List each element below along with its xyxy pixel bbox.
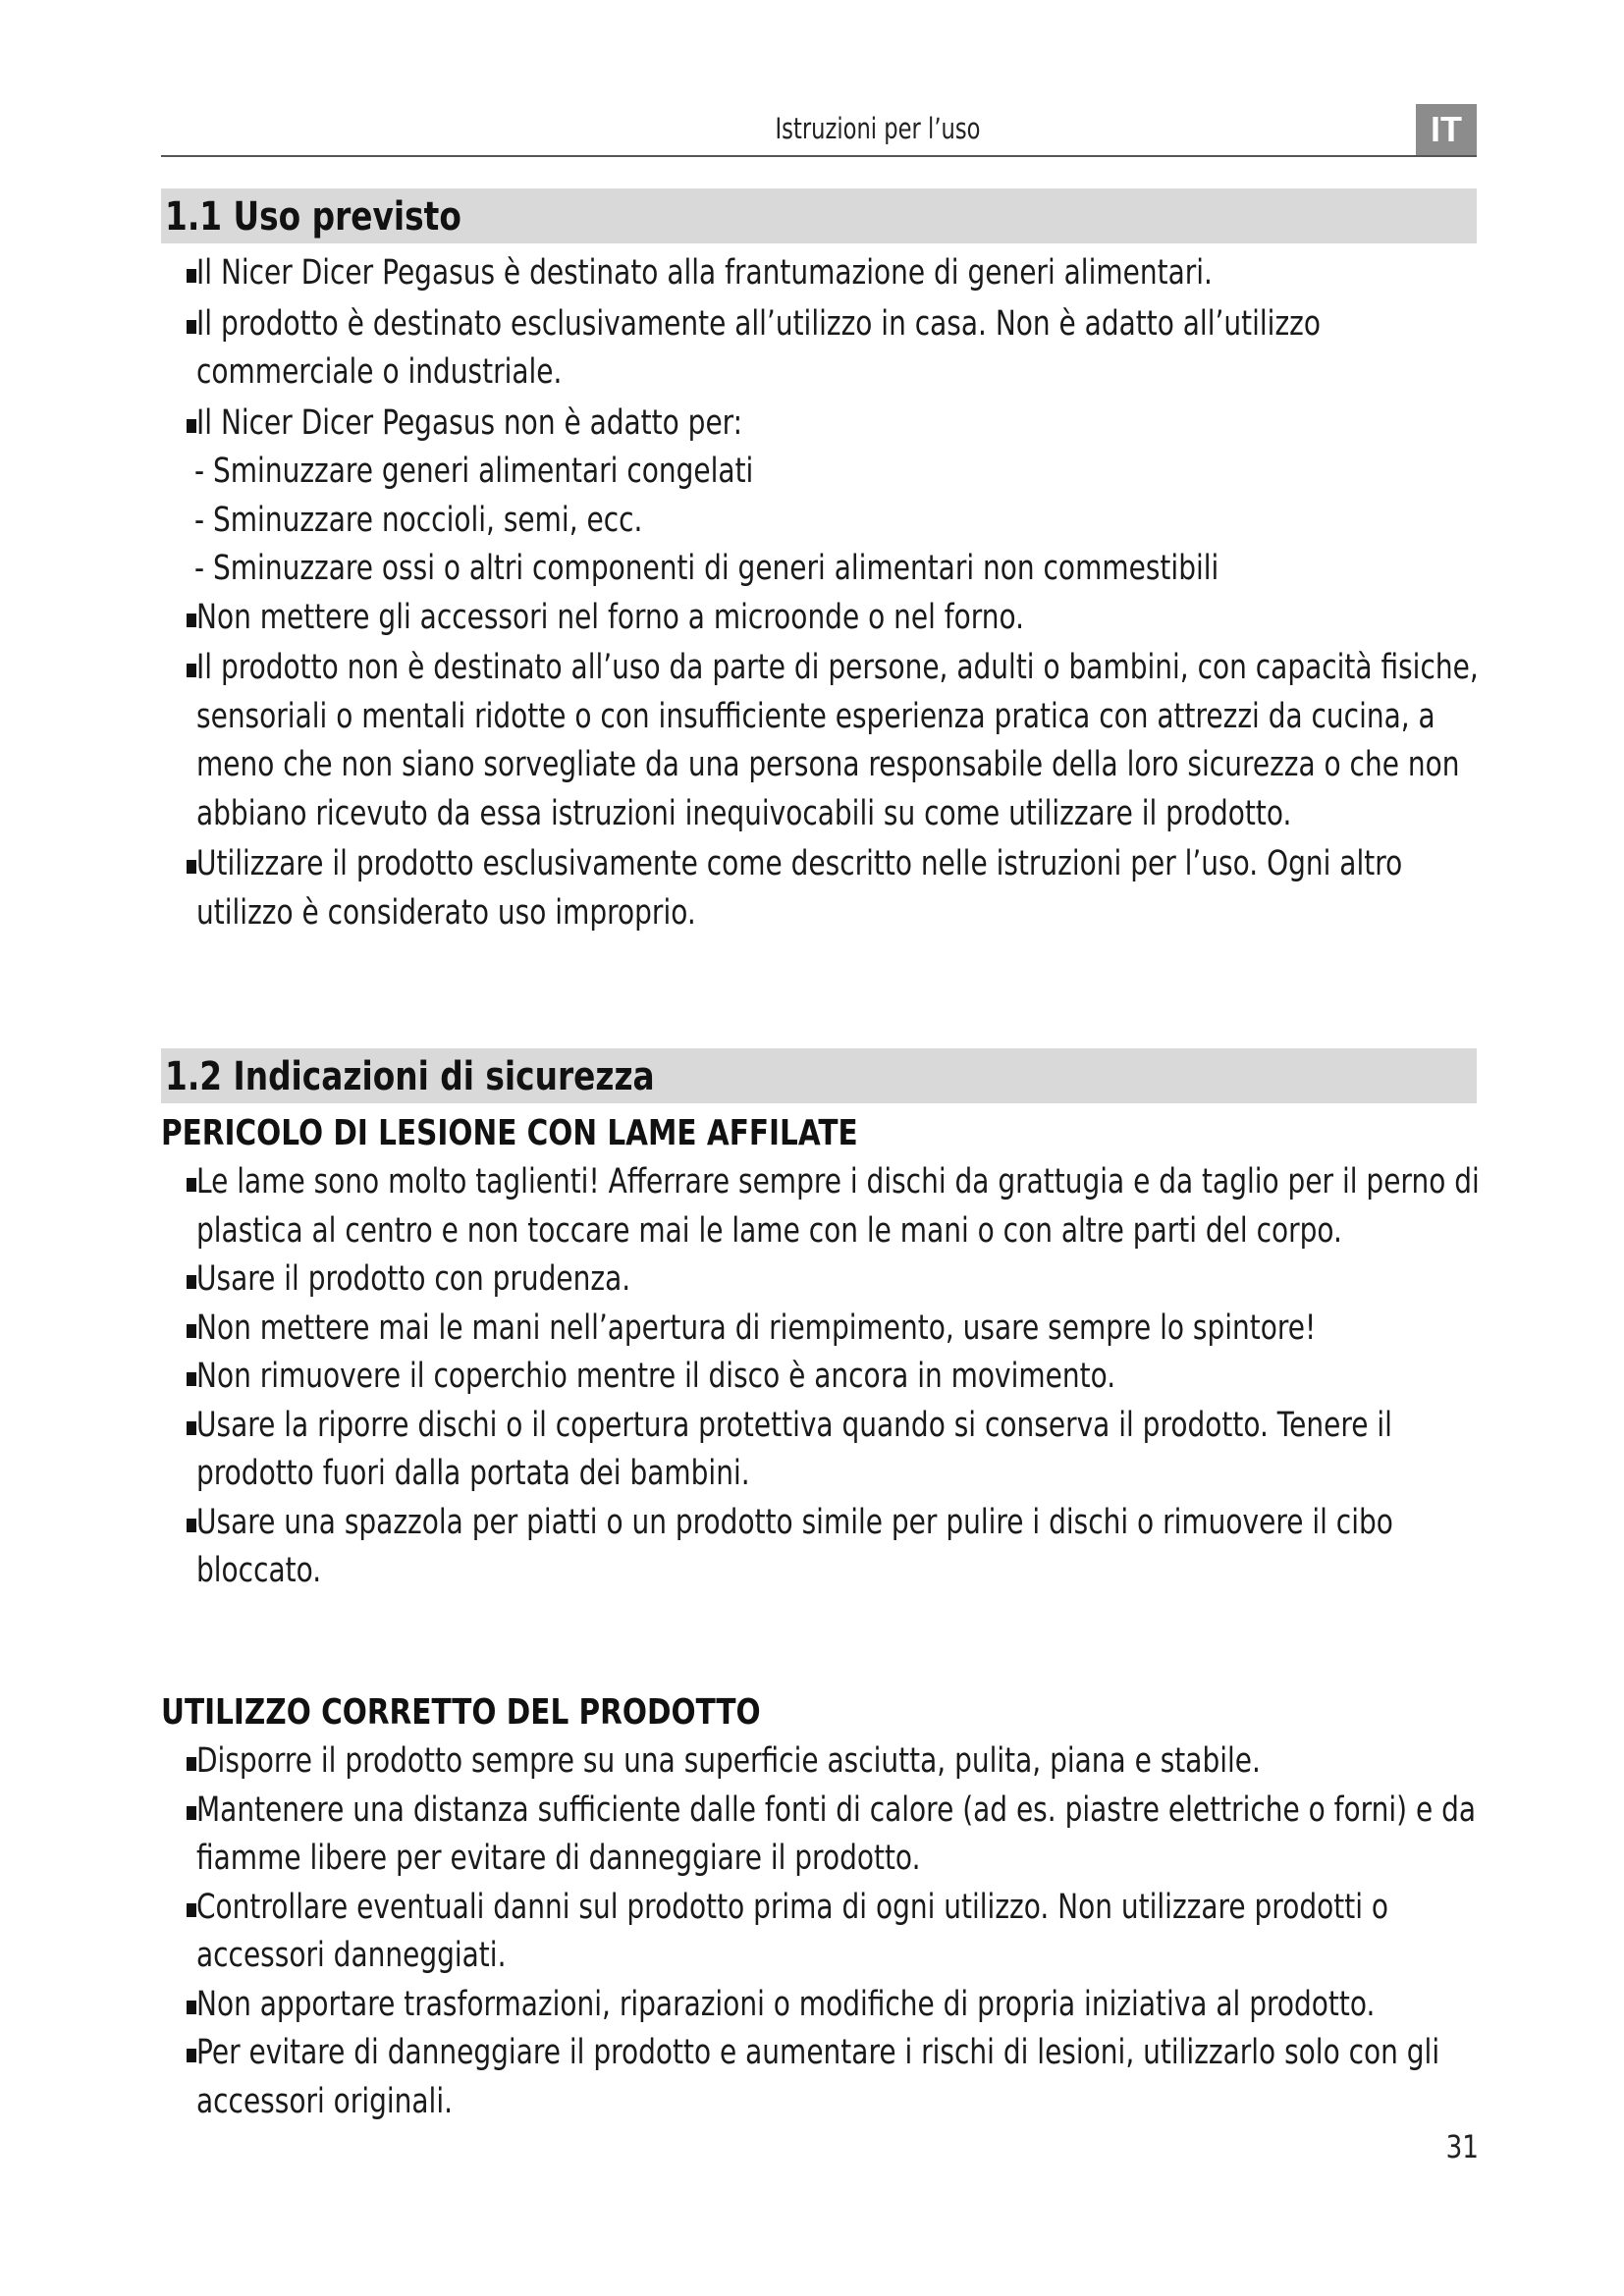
subsection-title-utilizzo: UTILIZZO CORRETTO DEL PRODOTTO: [161, 1692, 761, 1733]
list-item: Non mettere mai le mani nell’apertura di riempimento, usare sempre lo spintore!: [177, 1305, 1483, 1354]
section-title: 1.1 Uso previsto: [165, 194, 461, 240]
bullet-icon: [187, 1178, 196, 1192]
language-badge: IT: [1416, 104, 1477, 155]
list-item: Non apportare trasformazioni, riparazioni o modifiche di propria iniziativa al prodotto.: [177, 1981, 1483, 2030]
list-item: Utilizzare il prodotto esclusivamente come descritto nelle istruzioni per l’uso. Ogni altro utilizzo è considerato uso improprio.: [177, 840, 1483, 937]
list-subitem: - Sminuzzare generi alimentari congelati: [194, 452, 754, 491]
list-subitem: - Sminuzzare ossi o altri componenti di generi alimentari non commestibili: [194, 549, 1219, 588]
list-item: Non mettere gli accessori nel forno a microonde o nel forno.: [177, 594, 1483, 643]
section-heading-sicurezza: [161, 1048, 1477, 1103]
list-item: Il Nicer Dicer Pegasus è destinato alla frantumazione di generi alimentari.: [177, 249, 1483, 298]
list-item: Usare la riporre dischi o il copertura protettiva quando si conserva il prodotto. Tenere il prodotto fuori dalla portata dei bambini.: [177, 1402, 1483, 1499]
list-item: Usare una spazzola per piatti o un prodotto simile per pulire i dischi o rimuovere il cibo bloccato.: [177, 1499, 1483, 1596]
list-item: Usare il prodotto con prudenza.: [177, 1255, 1483, 1305]
bullet-icon: [187, 1372, 196, 1386]
list-subitem: - Sminuzzare noccioli, semi, ecc.: [194, 500, 643, 540]
page-header: [161, 106, 1477, 157]
list-item: Per evitare di danneggiare il prodotto e aumentare i rischi di lesioni, utilizzarlo solo con gli accessori originali.: [177, 2029, 1483, 2126]
bullet-icon: [187, 1519, 196, 1532]
list-item: Il prodotto è destinato esclusivamente all’utilizzo in casa. Non è adatto all’utilizzo commerciale o industriale.: [177, 300, 1483, 398]
bullet-icon: [187, 2049, 196, 2062]
bullet-icon: [187, 320, 196, 334]
intended-use-list: [177, 249, 1483, 937]
bullet-icon: [187, 1421, 196, 1435]
bullet-icon: [187, 269, 196, 283]
header-title: Istruzioni per l’uso: [775, 112, 981, 145]
subsection-title-lame: PERICOLO DI LESIONE CON LAME AFFILATE: [161, 1113, 858, 1153]
page-number: 31: [1445, 2128, 1479, 2165]
bullet-icon: [187, 664, 196, 677]
bullet-icon: [187, 1757, 196, 1771]
bullet-icon: [187, 1275, 196, 1289]
bullet-icon: [187, 860, 196, 874]
bullet-icon: [187, 1903, 196, 1917]
section-title: 1.2 Indicazioni di sicurezza: [165, 1054, 655, 1099]
bullet-icon: [187, 419, 196, 433]
list-item: Il prodotto non è destinato all’uso da parte di persone, adulti o bambini, con capacità fisiche, sensoriali o mentali ridotte o con insufficiente esperienza pratica con attrezzi da cucina, a meno che non siano sorvegliate da una persona responsabile della loro sicurezza o che non abbiano ricevuto da essa istruzioni inequivocabili su come utilizzare il prodotto.: [177, 644, 1483, 838]
correct-use-list: [177, 1737, 1483, 2126]
list-item: Mantenere una distanza sufficiente dalle fonti di calore (ad es. piastre elettriche o forni) e da fiamme libere per evitare di danneggiare il prodotto.: [177, 1787, 1483, 1884]
list-item: Il Nicer Dicer Pegasus non è adatto per:: [177, 400, 1483, 449]
list-item: Disporre il prodotto sempre su una superficie asciutta, pulita, piana e stabile.: [177, 1737, 1483, 1787]
bullet-icon: [187, 614, 196, 627]
list-item: Le lame sono molto taglienti! Afferrare sempre i dischi da grattugia e da taglio per il perno di plastica al centro e non toccare mai le lame con le mani o con altre parti del corpo.: [177, 1158, 1483, 1255]
bullet-icon: [187, 1806, 196, 1820]
bullet-icon: [187, 2001, 196, 2014]
list-item: Non rimuovere il coperchio mentre il disco è ancora in movimento.: [177, 1353, 1483, 1402]
section-heading-uso-previsto: [161, 188, 1477, 243]
sharp-blades-list: [177, 1158, 1483, 1596]
bullet-icon: [187, 1324, 196, 1338]
list-item: Controllare eventuali danni sul prodotto prima di ogni utilizzo. Non utilizzare prodotti o accessori danneggiati.: [177, 1884, 1483, 1981]
